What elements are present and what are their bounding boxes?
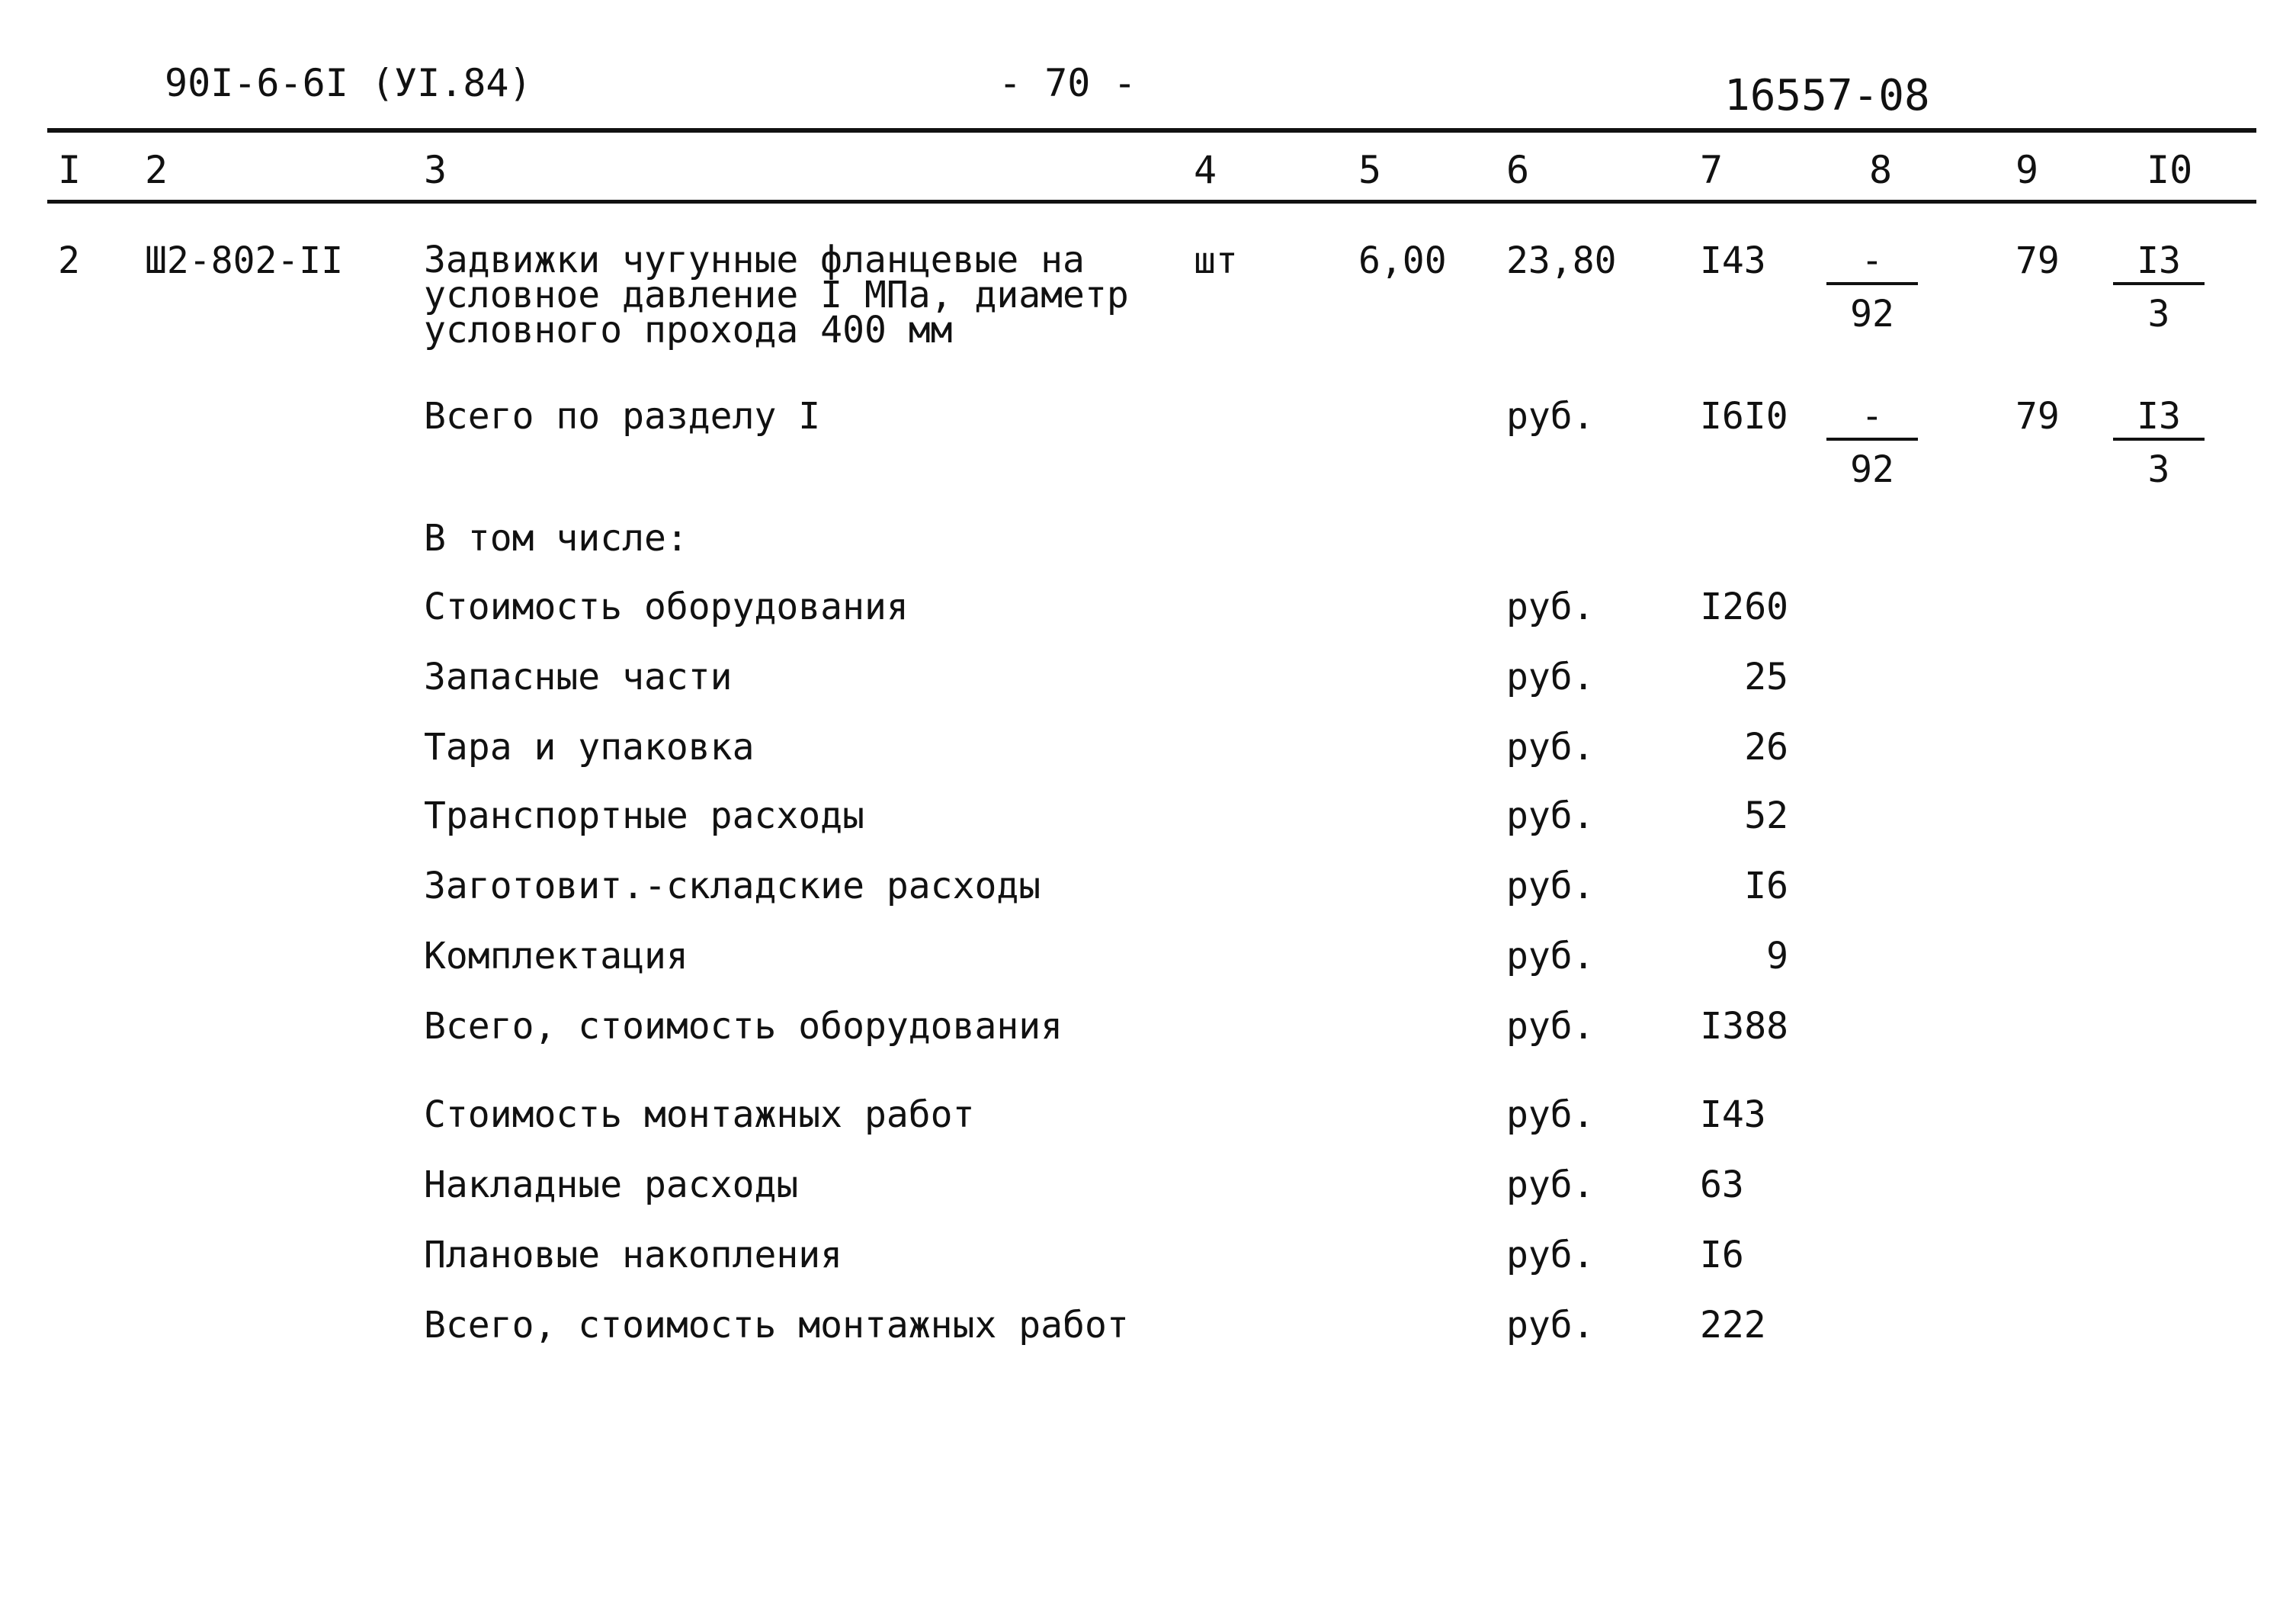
breakdown-label: Всего, стоимость монтажных работ [424,1304,1129,1347]
breakdown-value: 9 [1766,935,1788,977]
breakdown-label: Накладные расходы [424,1164,799,1206]
section-total-unit: руб. [1506,395,1595,438]
col-header-1: I [58,148,82,192]
item-code: Ш2-802-II [145,239,344,282]
breakdown-unit: руб. [1506,1093,1595,1136]
col-header-6: 6 [1506,148,1530,192]
header-bottom-rule [47,200,2256,204]
breakdown-unit: руб. [1506,1005,1595,1048]
section-col10-fraction [2113,395,2205,491]
breakdown-unit: руб. [1506,865,1595,907]
breakdown-value: I260 [1700,586,1788,628]
col-header-10: I0 [2147,148,2193,192]
section-total-label: Всего по разделу I [424,395,821,438]
breakdown-unit: руб. [1506,1164,1595,1206]
breakdown-label: Стоимость оборудования [424,586,909,628]
col-header-9: 9 [2015,148,2039,192]
breakdown-value: 52 [1744,794,1788,837]
item-quantity: 6,00 [1358,239,1447,282]
breakdown-value: 26 [1744,726,1788,769]
section-total-value: I6I0 [1700,395,1788,438]
breakdown-value: I388 [1700,1005,1788,1048]
item-unit-price: 23,80 [1506,239,1617,282]
fraction-denominator: 92 [1850,448,1894,491]
breakdown-unit: руб. [1506,1304,1595,1347]
item-col10-fraction [2113,239,2205,335]
item-col9: 79 [2015,239,2060,282]
breakdown-unit: руб. [1506,656,1595,698]
item-description [424,239,1129,351]
fraction-numerator: - [1861,395,1884,438]
breakdown-value: I6 [1700,1234,1744,1276]
document-code: 90I-6-6I (УI.84) [165,61,532,105]
item-unit: шт [1194,239,1238,282]
col-header-5: 5 [1358,148,1382,192]
breakdown-unit: руб. [1506,1234,1595,1276]
item-description-line: Задвижки чугунные фланцевые на [424,239,1085,281]
breakdown-unit: руб. [1506,586,1595,628]
section-col9: 79 [2015,395,2060,438]
breakdown-value: I43 [1700,1093,1766,1136]
col-header-2: 2 [145,148,168,192]
page-number: - 70 - [999,61,1137,105]
breakdown-value: 63 [1700,1164,1744,1206]
breakdown-label: Транспортные расходы [424,794,864,837]
item-number: 2 [58,239,80,282]
including-label: В том числе: [424,517,688,560]
item-description-line: условного прохода 400 мм [424,309,953,351]
col-header-4: 4 [1194,148,1217,192]
breakdown-unit: руб. [1506,726,1595,769]
item-description-line: условное давление I МПа, диаметр [424,274,1129,316]
col-header-3: 3 [424,148,447,192]
breakdown-label: Запасные части [424,656,733,698]
breakdown-value: 222 [1700,1304,1766,1347]
inventory-number: 16557-08 [1724,71,1930,120]
breakdown-label: Тара и упаковка [424,726,755,769]
fraction-denominator: 3 [2147,448,2170,491]
breakdown-label: Плановые накопления [424,1234,843,1276]
fraction-numerator: - [1861,239,1884,282]
breakdown-label: Стоимость монтажных работ [424,1093,975,1136]
fraction-denominator: 3 [2147,293,2170,335]
breakdown-unit: руб. [1506,935,1595,977]
col-header-7: 7 [1700,148,1724,192]
breakdown-label: Комплектация [424,935,688,977]
section-col8-fraction [1826,395,1918,491]
item-total: I43 [1700,239,1766,282]
fraction-numerator: I3 [2137,395,2181,438]
breakdown-label: Всего, стоимость оборудования [424,1005,1063,1048]
breakdown-value: 25 [1744,656,1788,698]
col-header-8: 8 [1869,148,1893,192]
breakdown-label: Заготовит.-складские расходы [424,865,1041,907]
header-top-rule [47,128,2256,133]
fraction-numerator: I3 [2137,239,2181,282]
breakdown-unit: руб. [1506,794,1595,837]
fraction-denominator: 92 [1850,293,1894,335]
item-col8-fraction [1826,239,1918,335]
breakdown-value: I6 [1744,865,1788,907]
